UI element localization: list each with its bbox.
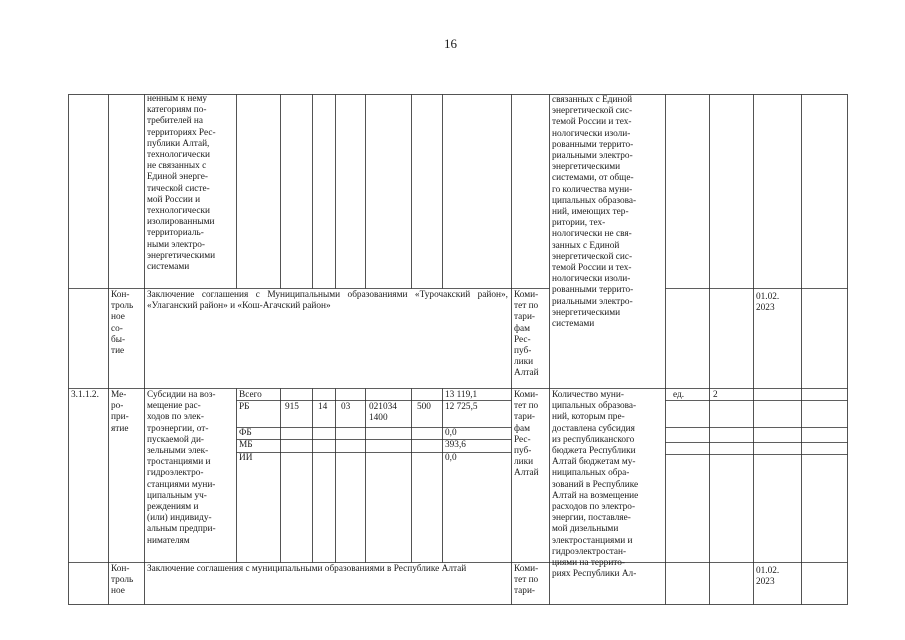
text-line: Коми- xyxy=(514,390,539,400)
text-line: ципальных образова- xyxy=(552,401,637,412)
text-line: зований в Республике xyxy=(552,479,639,490)
text-line: Алтай бюджетам му- xyxy=(552,457,636,468)
text-line: бы- xyxy=(111,334,126,345)
event-value: 2 xyxy=(713,390,718,400)
text-line: ными электро- xyxy=(147,239,205,250)
text-line: энергетической сис- xyxy=(552,106,633,117)
funding-source: Всего xyxy=(239,390,262,400)
text-line: троль xyxy=(111,301,134,312)
text-line: зельными элек- xyxy=(147,446,209,457)
funding-amount: 0,0 xyxy=(445,453,457,463)
text-line: темой России и тех- xyxy=(552,263,632,274)
text-line: троэнергии, от- xyxy=(147,423,209,434)
text-line: расходов по электро- xyxy=(552,502,636,513)
funding-source: ИИ xyxy=(239,453,253,463)
control-event-1-type xyxy=(111,290,143,357)
event-indicator xyxy=(552,390,662,580)
text-line: Ме- xyxy=(111,390,127,400)
text-line: ное xyxy=(111,586,125,597)
text-line: Коми- xyxy=(514,564,539,574)
text-line: риальными электро- xyxy=(552,296,633,307)
control-event-2-type xyxy=(111,564,143,598)
text-line: энергетическими xyxy=(552,307,621,318)
text-line: системами xyxy=(147,262,190,273)
funding-amount: 393,6 xyxy=(445,440,466,450)
text-line: темой России и тех- xyxy=(552,117,632,128)
text-line: тари- xyxy=(514,412,536,423)
text-line: 2023 xyxy=(756,303,775,314)
text-line: нимателям xyxy=(147,535,190,546)
text-line: рованными террито- xyxy=(552,139,634,150)
text-line: категориям по- xyxy=(147,105,207,116)
text-line: риальными электро- xyxy=(552,151,633,162)
text-line: пуб- xyxy=(514,346,532,357)
text-line: тической систе- xyxy=(147,183,210,194)
text-line: Кон- xyxy=(111,564,130,574)
text-line: ходов по элек- xyxy=(147,412,204,423)
funding-source: РБ xyxy=(239,402,250,412)
text-line: тари- xyxy=(514,312,536,323)
text-line: ро- xyxy=(111,401,124,412)
funding-amount: 0,0 xyxy=(445,428,457,438)
text-line: Коми- xyxy=(514,290,539,300)
text-line: Единой энерге- xyxy=(147,172,208,183)
text-line: энергетическими xyxy=(147,250,216,261)
text-line: станциями муни- xyxy=(147,479,216,490)
control-event-2-executor xyxy=(514,564,548,598)
text-line: 2023 xyxy=(756,577,775,588)
text-line: Алтай на возмещение xyxy=(552,490,639,501)
text-line: доставлена субсидия xyxy=(552,423,635,434)
text-line: системами, от обще- xyxy=(552,173,634,184)
text-line: циями на террито- xyxy=(552,558,625,569)
text-line: лики xyxy=(514,457,534,468)
funding-csr: 021034 1400 xyxy=(369,402,397,424)
text-line: гидроэлектро- xyxy=(147,468,204,479)
text-line: тари- xyxy=(514,586,536,597)
control-event-1-text: Заключение соглашения с Муниципальными образованиями «Турочакский район», «Улаганский район» и «Кош-Агачский район» xyxy=(147,290,508,312)
text-line: территориях Рес- xyxy=(147,127,216,138)
text-line: лики xyxy=(514,357,534,368)
text-line: ятие xyxy=(111,423,129,434)
text-line: изолированными xyxy=(147,217,215,228)
control-event-1-executor xyxy=(514,290,548,380)
funding-source: ФБ xyxy=(239,428,252,438)
text-line: ненным к нему xyxy=(147,94,207,104)
text-line: нологически изоли- xyxy=(552,274,631,285)
text-line: публики Алтай, xyxy=(147,138,210,149)
control-event-2-date xyxy=(756,566,800,588)
text-line: мой России и xyxy=(147,194,201,205)
text-line: энергии, поставляе- xyxy=(552,513,631,524)
text-line: связанных с Единой xyxy=(552,95,633,105)
text-line: пускаемой ди- xyxy=(147,434,205,445)
text-line: Алтай xyxy=(514,368,539,379)
text-line: рованными террито- xyxy=(552,285,634,296)
funding-rz: 14 xyxy=(318,402,328,412)
row1-description xyxy=(147,94,233,273)
text-line: энергетической сис- xyxy=(552,251,633,262)
text-line: ное xyxy=(111,312,125,323)
funding-grbs: 915 xyxy=(285,402,299,412)
text-line: нологически изоли- xyxy=(552,128,631,139)
text-line: (или) индивиду- xyxy=(147,513,212,524)
text-line: пуб- xyxy=(514,446,532,457)
text-line: территориаль- xyxy=(147,228,204,239)
text-line: бюджета Республики xyxy=(552,446,636,457)
text-line: 01.02. xyxy=(756,566,780,576)
text-line: нологически не свя- xyxy=(552,229,632,240)
text-line: Кон- xyxy=(111,290,130,300)
text-line: ний, имеющих тер- xyxy=(552,207,629,218)
text-line: требителей на xyxy=(147,116,204,127)
text-line: Субсидии на воз- xyxy=(147,390,216,400)
funding-amount: 12 725,5 xyxy=(445,402,478,412)
event-executor xyxy=(514,390,548,480)
event-number: 3.1.1.2. xyxy=(71,390,99,400)
text-line: не связанных с xyxy=(147,161,207,172)
text-line: гидроэлектростан- xyxy=(552,546,627,557)
control-event-2-text: Заключение соглашения с муниципальными образованиями в Республике Алтай xyxy=(147,564,467,574)
funding-vr: 500 xyxy=(417,402,431,412)
text-line: тие xyxy=(111,346,125,357)
page-number: 16 xyxy=(444,36,457,51)
text-line: ний, которым пре- xyxy=(552,412,625,423)
text-line: ципальным уч- xyxy=(147,490,207,501)
funding-source: МБ xyxy=(239,440,253,450)
event-unit: ед. xyxy=(673,390,685,400)
text-line: при- xyxy=(111,412,129,423)
text-line: 01.02. xyxy=(756,292,780,302)
text-line: мой дизельными xyxy=(552,524,619,535)
text-line: альным предпри- xyxy=(147,524,216,535)
event-description xyxy=(147,390,233,547)
text-line: реждениям и xyxy=(147,502,199,513)
text-line: троль xyxy=(111,575,134,586)
text-line: тет по xyxy=(514,301,539,312)
funding-amount: 13 119,1 xyxy=(445,390,478,400)
funding-pr: 03 xyxy=(341,402,351,412)
text-line: системами xyxy=(552,319,595,330)
text-line: Алтай xyxy=(514,468,539,479)
text-line: ритории, тех- xyxy=(552,218,606,229)
text-line: го количества муни- xyxy=(552,184,633,195)
text-line: тет по xyxy=(514,401,539,412)
text-line: Количество муни- xyxy=(552,390,624,400)
text-line: технологически xyxy=(147,206,210,217)
text-line: мещение рас- xyxy=(147,401,201,412)
text-line: фам xyxy=(514,323,531,334)
text-line: энергетическими xyxy=(552,162,621,173)
text-line: тростанциями и xyxy=(147,457,211,468)
text-line: Рес- xyxy=(514,434,531,445)
text-line: риях Республики Ал- xyxy=(552,569,637,580)
text-line: ципальных образова- xyxy=(552,195,637,206)
event-type xyxy=(111,390,143,435)
text-line: электростанциями и xyxy=(552,535,633,546)
text-line: со- xyxy=(111,323,123,334)
text-line: Рес- xyxy=(514,334,531,345)
text-line: из республиканского xyxy=(552,434,635,445)
control-event-1-date xyxy=(756,292,800,314)
text-line: ниципальных обра- xyxy=(552,468,630,479)
text-line: тет по xyxy=(514,575,539,586)
row1-indicator xyxy=(552,95,662,330)
text-line: занных с Единой xyxy=(552,240,620,251)
text-line: технологически xyxy=(147,150,210,161)
text-line: фам xyxy=(514,423,531,434)
